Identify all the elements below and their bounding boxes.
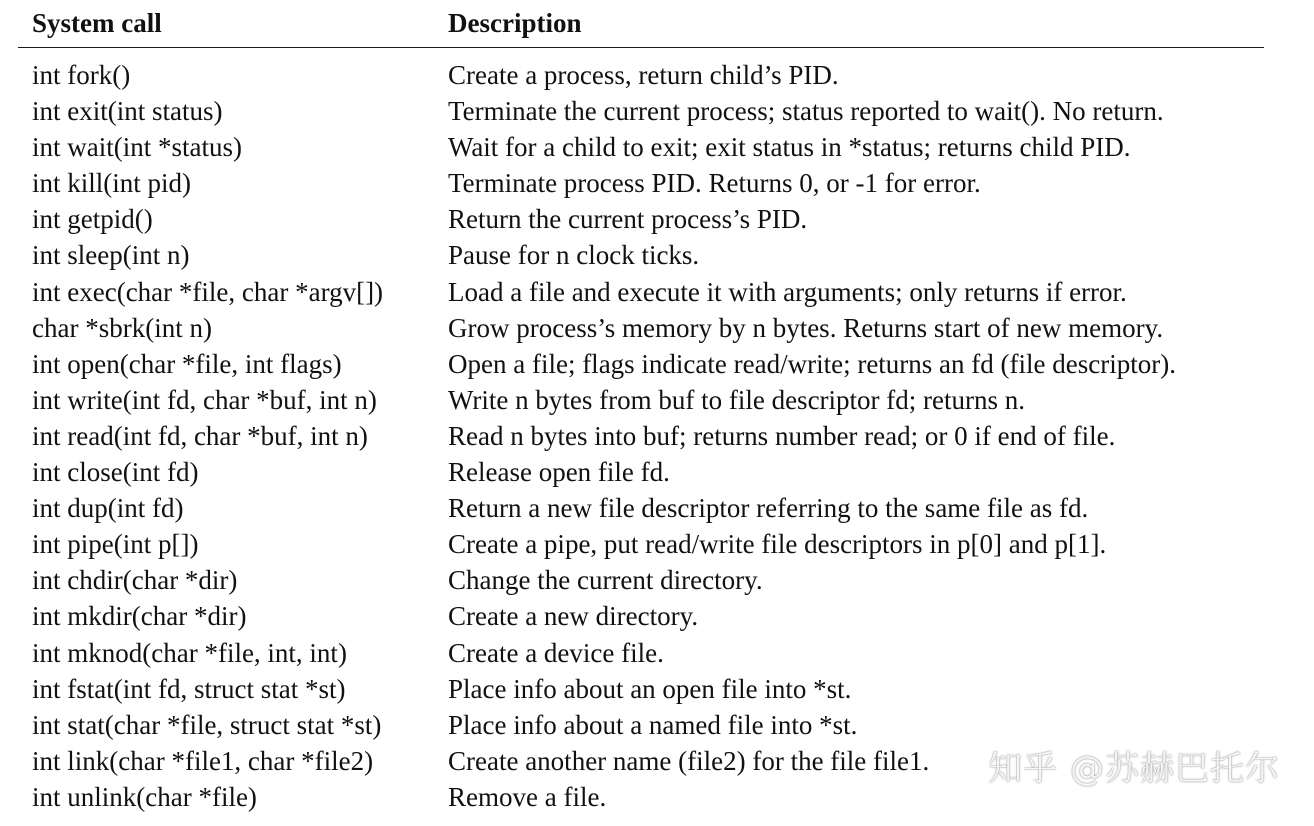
syscall-description: Remove a file. (448, 781, 607, 812)
syscall-signature: int getpid() (32, 204, 153, 235)
syscall-signature: int dup(int fd) (32, 493, 184, 524)
syscall-description: Return the current process’s PID. (448, 204, 808, 235)
syscall-signature: int close(int fd) (32, 457, 199, 488)
table-row (18, 526, 1264, 562)
syscall-signature: int mknod(char *file, int, int) (32, 637, 347, 668)
table-row (18, 382, 1264, 418)
syscall-description: Create a device file. (448, 637, 664, 668)
table-row (18, 274, 1264, 310)
syscall-description: Create a new directory. (448, 601, 699, 632)
syscall-description: Read n bytes into buf; returns number read; or 0 if end of file. (448, 420, 1116, 451)
table-row (18, 562, 1264, 598)
syscall-description: Terminate the current process; status reported to wait(). No return. (448, 96, 1164, 127)
syscall-signature: int exit(int status) (32, 96, 223, 127)
syscall-description: Create a pipe, put read/write file descriptors in p[0] and p[1]. (448, 529, 1107, 560)
syscall-signature: int fork() (32, 60, 131, 90)
table-row (18, 598, 1264, 634)
syscall-signature: int wait(int *status) (32, 132, 242, 163)
syscall-description: Release open file fd. (448, 457, 670, 488)
syscall-signature: int fstat(int fd, struct stat *st) (32, 673, 346, 704)
syscall-description: Load a file and execute it with arguments; only returns if error. (448, 276, 1127, 307)
syscall-description: Place info about a named file into *st. (448, 709, 858, 740)
syscall-signature: int link(char *file1, char *file2) (32, 745, 374, 776)
syscall-signature: int read(int fd, char *buf, int n) (32, 420, 368, 451)
syscall-signature: int exec(char *file, char *argv[]) (32, 276, 384, 307)
syscall-description: Open a file; flags indicate read/write; returns an fd (file descriptor). (448, 348, 1176, 379)
table-row (18, 671, 1264, 707)
table-row (18, 490, 1264, 526)
table-row (18, 93, 1264, 129)
table-row (18, 201, 1264, 237)
syscall-signature: int sleep(int n) (32, 240, 190, 271)
syscall-description: Place info about an open file into *st. (448, 673, 852, 704)
header-system-call: System call (32, 8, 162, 38)
table-row (18, 346, 1264, 382)
table-row (18, 129, 1264, 165)
watermark: 知乎 @苏赫巴托尔 (988, 749, 1280, 789)
syscall-description: Grow process’s memory by n bytes. Returns start of new memory. (448, 312, 1164, 343)
table-row (18, 165, 1264, 201)
header-description: Description (448, 8, 582, 38)
syscall-description: Terminate process PID. Returns 0, or -1 for error. (448, 168, 981, 199)
syscall-description: Change the current directory. (448, 565, 763, 596)
table-row (18, 57, 1264, 93)
syscall-signature: int mkdir(char *dir) (32, 601, 247, 632)
syscall-signature: int chdir(char *dir) (32, 565, 238, 596)
syscall-signature: int unlink(char *file) (32, 781, 257, 812)
table-row (18, 454, 1264, 490)
syscall-signature: int pipe(int p[]) (32, 529, 199, 560)
syscall-description: Return a new file descriptor referring to the same file as fd. (448, 493, 1089, 524)
table-row (18, 635, 1264, 671)
syscall-table (18, 0, 1264, 815)
syscall-description: Create a process, return child’s PID. (448, 60, 839, 90)
syscall-description: Wait for a child to exit; exit status in *status; returns child PID. (448, 132, 1131, 163)
table-row (18, 418, 1264, 454)
syscall-description: Create another name (file2) for the file file1. (448, 745, 930, 776)
syscall-signature: int stat(char *file, struct stat *st) (32, 709, 382, 740)
table-header-row (18, 0, 1264, 48)
syscall-signature: int write(int fd, char *buf, int n) (32, 384, 377, 415)
table-row (18, 310, 1264, 346)
table-body (18, 48, 1264, 815)
syscall-signature: int kill(int pid) (32, 168, 191, 199)
syscall-signature: int open(char *file, int flags) (32, 348, 342, 379)
syscall-description: Pause for n clock ticks. (448, 240, 700, 271)
table-row (18, 237, 1264, 273)
syscall-description: Write n bytes from buf to file descriptor fd; returns n. (448, 384, 1026, 415)
table-row (18, 707, 1264, 743)
syscall-signature: char *sbrk(int n) (32, 312, 212, 343)
